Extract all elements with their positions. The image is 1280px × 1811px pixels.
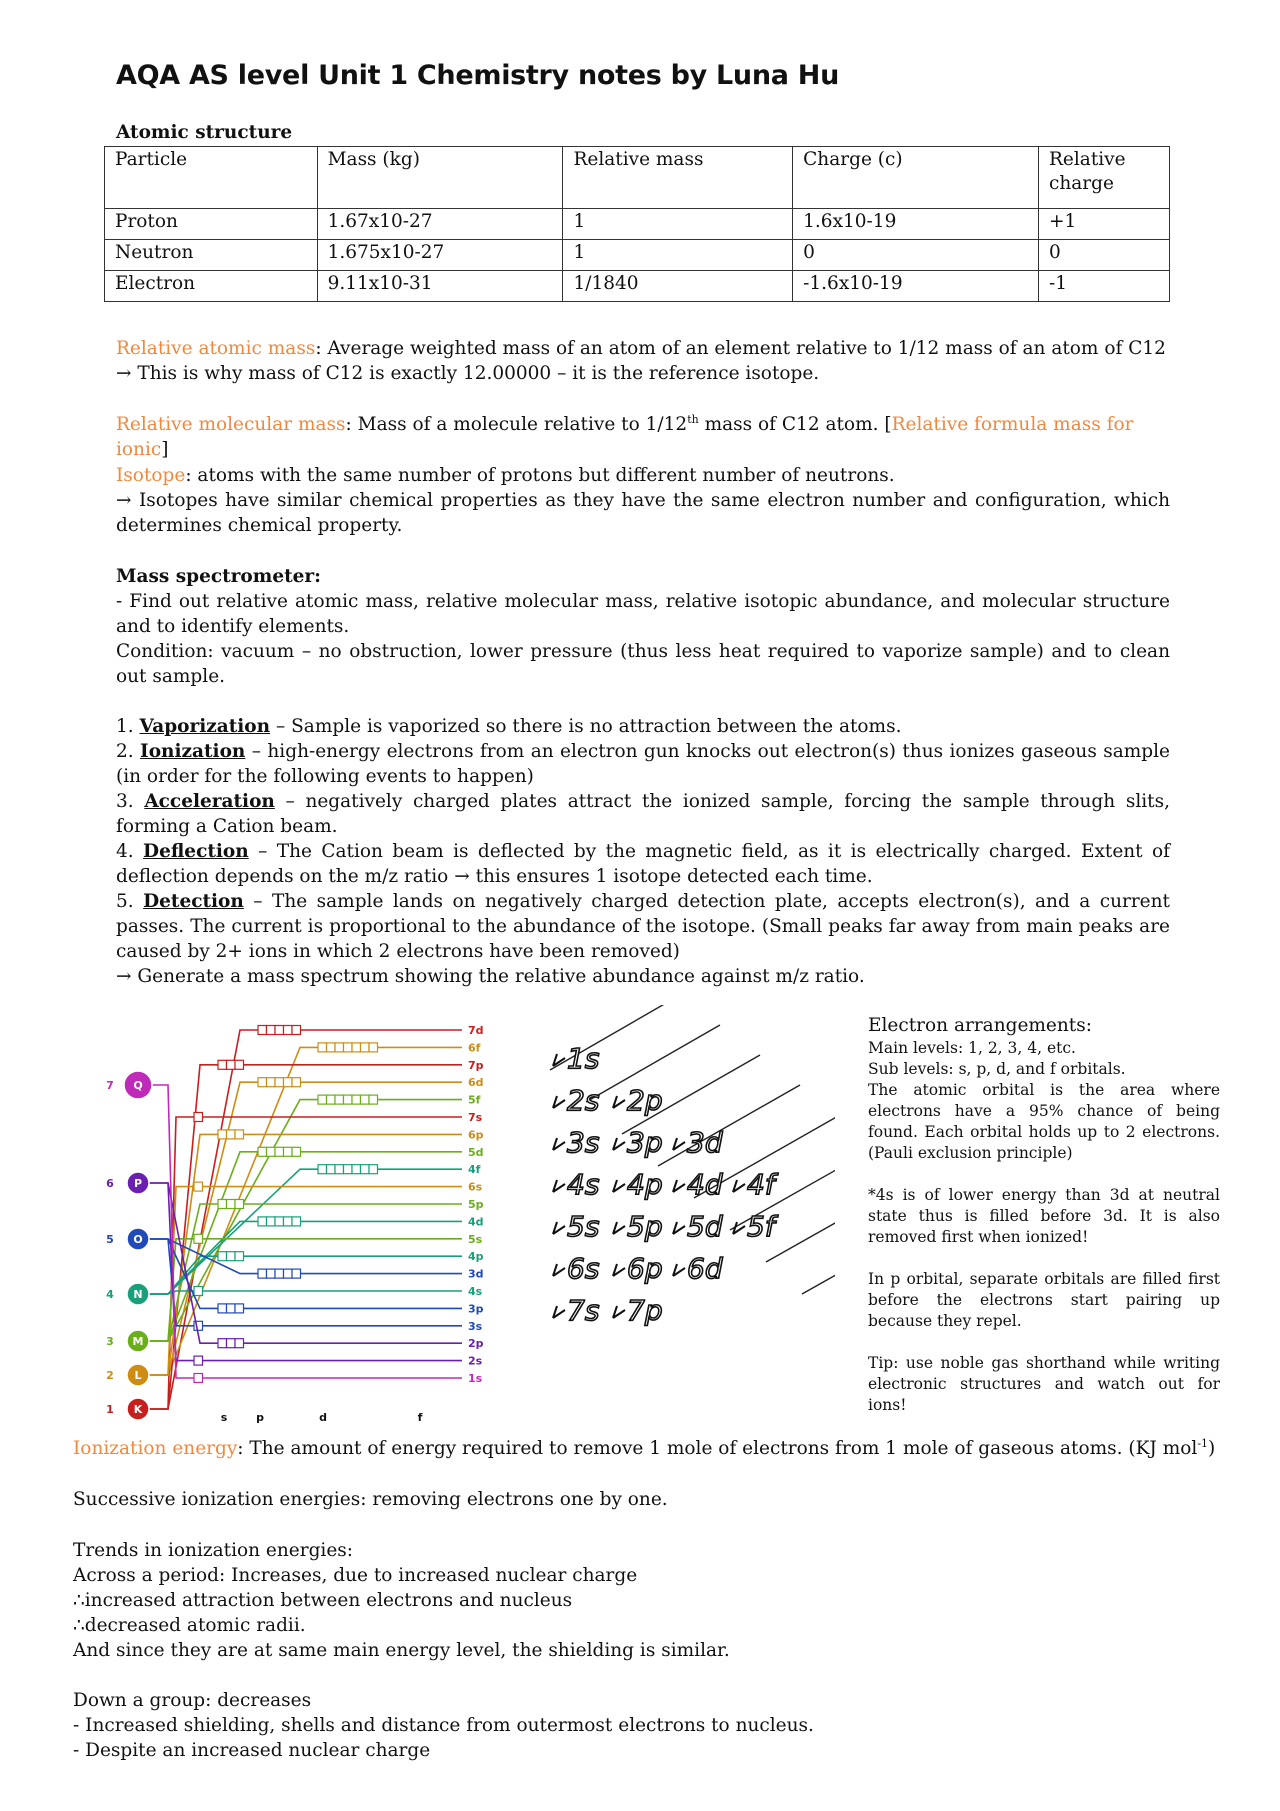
orbital-box bbox=[227, 1060, 236, 1069]
orbital-box bbox=[275, 1147, 284, 1156]
orbital-box bbox=[275, 1269, 284, 1278]
table-header-row bbox=[105, 147, 1170, 209]
level-label: 7d bbox=[468, 1024, 484, 1037]
orbital-box bbox=[352, 1165, 361, 1174]
table-cell: 0 bbox=[793, 240, 1039, 271]
page-title: AQA AS level Unit 1 Chemistry notes by Luna Hu bbox=[116, 60, 840, 91]
level-label: 7s bbox=[468, 1111, 483, 1124]
isotope-definition: : atoms with the same number of protons but different number of neutrons. bbox=[185, 465, 895, 486]
orbital-box bbox=[235, 1304, 244, 1313]
orbital-definition: The atomic orbital is the area where electrons have a 95% chance of being found. Each orbital holds up to 2 electrons. (Pauli exclusion principle) bbox=[868, 1081, 1220, 1162]
column-header: Mass (kg) bbox=[317, 147, 563, 209]
aufbau-arrow bbox=[766, 1175, 835, 1262]
aufbau-label: 5p bbox=[627, 1210, 663, 1243]
orbital-box bbox=[227, 1200, 236, 1209]
aufbau-arrowhead bbox=[673, 1222, 685, 1234]
orbital-box bbox=[258, 1026, 267, 1035]
period-line: And since they are at same main energy level, the shielding is similar. bbox=[73, 1640, 730, 1661]
level-label: 2p bbox=[468, 1337, 484, 1351]
orbital-box bbox=[327, 1095, 336, 1104]
mass-spec-section bbox=[116, 564, 1170, 989]
orbital-box bbox=[218, 1200, 227, 1209]
mass-spec-purpose: - Find out relative atomic mass, relative molecular mass, relative isotopic abundance, and molecular structure and to identify elements. bbox=[116, 591, 1170, 637]
axis-label: p bbox=[256, 1411, 264, 1424]
level-label: 4p bbox=[468, 1250, 484, 1264]
aufbau-label: 7s bbox=[567, 1294, 600, 1327]
aufbau-diagram bbox=[535, 1005, 835, 1365]
ionization-definition bbox=[73, 1436, 1223, 1461]
table-cell: Neutron bbox=[105, 240, 318, 271]
orbital-box bbox=[292, 1026, 301, 1035]
rmm-paragraph bbox=[116, 412, 1170, 462]
aufbau-arrowhead bbox=[613, 1180, 625, 1192]
orbital-box bbox=[318, 1043, 327, 1052]
mass-spec-step bbox=[116, 839, 1170, 889]
isotope-term: Isotope bbox=[116, 465, 186, 486]
orbital-box bbox=[284, 1217, 293, 1226]
shell-letter: P bbox=[133, 1177, 143, 1190]
aufbau-label: 3s bbox=[567, 1126, 600, 1159]
orbital-box bbox=[227, 1252, 236, 1261]
ram-term: Relative atomic mass bbox=[116, 338, 316, 359]
table-cell: 0 bbox=[1039, 240, 1170, 271]
shell-number: 5 bbox=[106, 1233, 114, 1246]
table-cell: -1 bbox=[1039, 271, 1170, 302]
column-header: Charge (c) bbox=[793, 147, 1039, 209]
aufbau-label: 7p bbox=[627, 1294, 663, 1327]
period-line: ∴increased attraction between electrons and nucleus bbox=[73, 1590, 573, 1611]
energy-level-diagram bbox=[100, 1015, 500, 1425]
orbital-box bbox=[235, 1252, 244, 1261]
shell-letter: L bbox=[134, 1369, 142, 1382]
orbital-box bbox=[194, 1374, 203, 1383]
aufbau-arrowhead bbox=[553, 1180, 565, 1192]
orbital-box bbox=[267, 1026, 276, 1035]
level-label: 6p bbox=[468, 1128, 484, 1142]
orbital-box bbox=[218, 1252, 227, 1261]
mass-spec-heading: Mass spectrometer: bbox=[116, 566, 321, 587]
orbital-box bbox=[235, 1060, 244, 1069]
isotope-note: → Isotopes have similar chemical properties as they have the same electron number and configuration, which determines chemical property. bbox=[116, 490, 1170, 536]
orbital-box bbox=[218, 1339, 227, 1348]
orbital-box bbox=[284, 1269, 293, 1278]
level-label: 4f bbox=[468, 1163, 481, 1177]
orbital-box bbox=[218, 1304, 227, 1313]
aufbau-arrowhead bbox=[553, 1096, 565, 1108]
orbital-box bbox=[292, 1078, 301, 1087]
table-cell: +1 bbox=[1039, 209, 1170, 240]
electron-line: Main levels: 1, 2, 3, 4, etc. bbox=[868, 1039, 1076, 1057]
shell-number: 3 bbox=[106, 1335, 114, 1348]
level-label: 5p bbox=[468, 1198, 484, 1211]
aufbau-label: 6d bbox=[687, 1252, 723, 1285]
level-label: 2s bbox=[468, 1354, 483, 1368]
orbital-box bbox=[267, 1269, 276, 1278]
table-cell: Electron bbox=[105, 271, 318, 302]
aufbau-arrow bbox=[730, 1145, 835, 1230]
group-line: - Despite an increased nuclear charge bbox=[73, 1740, 431, 1761]
step-number: 5. bbox=[116, 891, 144, 912]
table-cell: Proton bbox=[105, 209, 318, 240]
mass-spec-condition: Condition: vacuum – no obstruction, lower pressure (thus less heat required to vaporize sample) and to clean out sample. bbox=[116, 641, 1170, 687]
orbital-box bbox=[369, 1165, 378, 1174]
orbital-box bbox=[227, 1304, 236, 1313]
isotope-paragraph bbox=[116, 463, 1170, 538]
p-orbital-note: In p orbital, separate orbitals are filled first before the electrons start pairing up because they repel. bbox=[868, 1270, 1220, 1330]
ram-paragraph bbox=[116, 336, 1170, 386]
table-cell: 1 bbox=[563, 240, 793, 271]
table-cell: 1.675x10-27 bbox=[317, 240, 563, 271]
step-name: Acceleration bbox=[144, 791, 275, 812]
orbital-box bbox=[258, 1078, 267, 1087]
orbital-box bbox=[218, 1130, 227, 1139]
orbital-box bbox=[318, 1165, 327, 1174]
aufbau-arrowhead bbox=[553, 1306, 565, 1318]
table-row bbox=[105, 240, 1170, 271]
aufbau-arrowhead bbox=[733, 1180, 745, 1192]
orbital-box bbox=[352, 1095, 361, 1104]
level-label: 1s bbox=[468, 1372, 483, 1385]
level-label: 6f bbox=[468, 1041, 481, 1055]
rmm-alt-term: Relative formula mass for ionic bbox=[116, 414, 1134, 460]
step-text: – The Cation beam is deflected by the magnetic field, as it is electrically charged. Extent of deflection depends on the m/z ratio → this ensures 1 isotope detected each time. bbox=[116, 841, 1170, 887]
column-header: Relative mass bbox=[563, 147, 793, 209]
axis-label: f bbox=[417, 1411, 423, 1424]
level-label: 6d bbox=[468, 1076, 484, 1090]
orbital-box bbox=[275, 1078, 284, 1087]
rmm-definition: : Mass of a molecule relative to 1/12 bbox=[345, 414, 688, 435]
level-label: 5f bbox=[468, 1093, 481, 1107]
table-cell: 1 bbox=[563, 209, 793, 240]
column-header: Relative charge bbox=[1039, 147, 1170, 209]
aufbau-arrowhead bbox=[673, 1180, 685, 1192]
step-name: Ionization bbox=[140, 741, 246, 762]
aufbau-label: 5d bbox=[687, 1210, 723, 1243]
level-label: 4s bbox=[468, 1285, 483, 1298]
orbital-box bbox=[194, 1287, 203, 1296]
rmm-definition-end: mass of C12 atom. [ bbox=[698, 414, 892, 435]
level-label: 3s bbox=[468, 1319, 483, 1333]
trends-section bbox=[73, 1538, 1223, 1763]
shell-number: 1 bbox=[106, 1403, 114, 1416]
orbital-box bbox=[235, 1339, 244, 1348]
step-text: – Sample is vaporized so there is no attraction between the atoms. bbox=[270, 716, 902, 737]
orbital-box bbox=[267, 1078, 276, 1087]
orbital-box bbox=[194, 1113, 203, 1122]
orbital-box bbox=[235, 1130, 244, 1139]
orbital-box bbox=[292, 1217, 301, 1226]
orbital-box bbox=[292, 1147, 301, 1156]
level-connector bbox=[138, 1117, 188, 1409]
successive-ionization: Successive ionization energies: removing electrons one by one. bbox=[73, 1489, 668, 1510]
orbital-box bbox=[258, 1147, 267, 1156]
orbital-box bbox=[344, 1043, 353, 1052]
orbital-box bbox=[258, 1217, 267, 1226]
aufbau-label: 4s bbox=[567, 1168, 600, 1201]
rmm-term: Relative molecular mass bbox=[116, 414, 346, 435]
table-cell: 1.67x10-27 bbox=[317, 209, 563, 240]
orbital-box bbox=[284, 1026, 293, 1035]
aufbau-label: 2s bbox=[567, 1084, 600, 1117]
level-label: 6s bbox=[468, 1180, 483, 1194]
step-number: 1. bbox=[116, 716, 140, 737]
aufbau-arrowhead bbox=[613, 1264, 625, 1276]
mass-spec-step bbox=[116, 739, 1170, 789]
orbital-box bbox=[275, 1217, 284, 1226]
aufbau-label: 4d bbox=[687, 1168, 723, 1201]
step-text: – negatively charged plates attract the ionized sample, forcing the sample through slits, forming a Cation beam. bbox=[116, 791, 1170, 837]
table-cell: 9.11x10-31 bbox=[317, 271, 563, 302]
ionization-text: : The amount of energy required to remove 1 mole of electrons from 1 mole of gaseous atoms. (KJ mol bbox=[237, 1438, 1198, 1459]
level-label: 3d bbox=[468, 1267, 484, 1281]
aufbau-arrowhead bbox=[673, 1264, 685, 1276]
table-row bbox=[105, 209, 1170, 240]
table-cell: -1.6x10-19 bbox=[793, 271, 1039, 302]
aufbau-label: 3p bbox=[627, 1126, 663, 1159]
orbital-box bbox=[227, 1130, 236, 1139]
aufbau-label: 5s bbox=[567, 1210, 600, 1243]
level-label: 5d bbox=[468, 1145, 484, 1159]
shell-number: 4 bbox=[106, 1288, 114, 1301]
aufbau-label: 4p bbox=[627, 1168, 663, 1201]
table-cell: 1/1840 bbox=[563, 271, 793, 302]
ram-note: → This is why mass of C12 is exactly 12.00000 – it is the reference isotope. bbox=[116, 363, 820, 384]
orbital-box bbox=[267, 1147, 276, 1156]
orbital-box bbox=[344, 1165, 353, 1174]
axis-label: s bbox=[220, 1411, 228, 1424]
aufbau-arrowhead bbox=[553, 1264, 565, 1276]
orbital-box bbox=[344, 1095, 353, 1104]
step-text: – high-energy electrons from an electron gun knocks out electron(s) thus ionizes gaseous sample (in order for the following events to happen) bbox=[116, 741, 1170, 787]
orbital-box bbox=[352, 1043, 361, 1052]
mass-spec-step bbox=[116, 714, 1170, 739]
orbital-box bbox=[327, 1043, 336, 1052]
aufbau-arrowhead bbox=[613, 1096, 625, 1108]
shell-number: 2 bbox=[106, 1369, 114, 1382]
aufbau-arrowhead bbox=[553, 1138, 565, 1150]
mass-spec-step bbox=[116, 789, 1170, 839]
shell-letter: N bbox=[133, 1288, 143, 1301]
step-number: 4. bbox=[116, 841, 144, 862]
orbital-box bbox=[235, 1200, 244, 1209]
orbital-box bbox=[335, 1095, 344, 1104]
ram-definition: : Average weighted mass of an atom of an element relative to 1/12 mass of an atom of C12 bbox=[315, 338, 1166, 359]
column-header: Particle bbox=[105, 147, 318, 209]
level-label: 4d bbox=[468, 1215, 484, 1229]
level-label: 3p bbox=[468, 1302, 484, 1316]
step-name: Deflection bbox=[143, 841, 249, 862]
orbital-box bbox=[361, 1043, 370, 1052]
trends-heading: Trends in ionization energies: bbox=[73, 1540, 354, 1561]
orbital-box bbox=[335, 1165, 344, 1174]
level-label: 5s bbox=[468, 1232, 483, 1246]
mass-spec-conclusion: → Generate a mass spectrum showing the relative abundance against m/z ratio. bbox=[116, 966, 865, 987]
orbital-box bbox=[361, 1095, 370, 1104]
group-line: - Increased shielding, shells and distance from outermost electrons to nucleus. bbox=[73, 1715, 814, 1736]
shell-letter: Q bbox=[133, 1079, 143, 1092]
orbital-box bbox=[227, 1339, 236, 1348]
electron-arrangements-heading: Electron arrangements: bbox=[868, 1015, 1092, 1036]
orbital-box bbox=[258, 1269, 267, 1278]
orbital-box bbox=[369, 1043, 378, 1052]
period-line: Across a period: Increases, due to increased nuclear charge bbox=[73, 1565, 638, 1586]
aufbau-arrowhead bbox=[613, 1138, 625, 1150]
shell-number: 7 bbox=[106, 1079, 114, 1092]
shell-letter: K bbox=[133, 1403, 143, 1416]
atomic-structure-heading: Atomic structure bbox=[116, 122, 293, 143]
orbital-box bbox=[194, 1356, 203, 1365]
shell-number: 6 bbox=[106, 1177, 114, 1190]
aufbau-arrowhead bbox=[673, 1138, 685, 1150]
shell-letter: O bbox=[133, 1233, 143, 1246]
mass-spec-step bbox=[116, 889, 1170, 964]
shell-letter: M bbox=[132, 1335, 144, 1348]
aufbau-arrowhead bbox=[613, 1306, 625, 1318]
group-line: Down a group: decreases bbox=[73, 1690, 312, 1711]
step-name: Detection bbox=[143, 891, 244, 912]
orbital-box bbox=[275, 1026, 284, 1035]
aufbau-label: 1s bbox=[567, 1042, 600, 1075]
note-4s: *4s is of lower energy than 3d at neutral state thus is filled before 3d. It is also removed first when ionized! bbox=[868, 1186, 1220, 1246]
orbital-box bbox=[194, 1234, 203, 1243]
table-row bbox=[105, 271, 1170, 302]
orbital-box bbox=[361, 1165, 370, 1174]
aufbau-arrowhead bbox=[613, 1222, 625, 1234]
period-line: ∴decreased atomic radii. bbox=[73, 1615, 306, 1636]
orbital-box bbox=[218, 1060, 227, 1069]
tip-note: Tip: use noble gas shorthand while writing electronic structures and watch out for ions! bbox=[868, 1354, 1220, 1414]
axis-label: d bbox=[319, 1411, 327, 1424]
aufbau-label: 6s bbox=[567, 1252, 600, 1285]
ionization-close: ) bbox=[1208, 1438, 1216, 1459]
ionization-term: Ionization energy bbox=[73, 1438, 238, 1459]
aufbau-label: 5f bbox=[747, 1210, 775, 1243]
aufbau-label: 4f bbox=[747, 1168, 775, 1201]
aufbau-label: 6p bbox=[627, 1252, 663, 1285]
step-text: – The sample lands on negatively charged detection plate, accepts electron(s), and a current passes. The current is proportional to the abundance of the isotope. (Small peaks far away from main peaks are caused by 2+ ions in which 2 electrons have been removed) bbox=[116, 891, 1170, 962]
electron-arrangements-panel bbox=[868, 1014, 1220, 1416]
particle-table bbox=[104, 146, 1170, 302]
orbital-box bbox=[369, 1095, 378, 1104]
electron-line: Sub levels: s, p, d, and f orbitals. bbox=[868, 1060, 1126, 1078]
ionization-superscript: -1 bbox=[1197, 1436, 1209, 1450]
rmm-superscript: th bbox=[687, 412, 699, 426]
step-number: 2. bbox=[116, 741, 141, 762]
aufbau-label: 3d bbox=[687, 1126, 723, 1159]
orbital-box bbox=[327, 1165, 336, 1174]
step-number: 3. bbox=[116, 791, 145, 812]
aufbau-arrowhead bbox=[733, 1222, 745, 1234]
orbital-box bbox=[284, 1078, 293, 1087]
step-name: Vaporization bbox=[139, 716, 271, 737]
orbital-box bbox=[318, 1095, 327, 1104]
orbital-box bbox=[284, 1147, 293, 1156]
rmm-close-bracket: ] bbox=[161, 439, 169, 460]
aufbau-arrow bbox=[802, 1205, 835, 1294]
aufbau-arrow bbox=[658, 1085, 800, 1166]
orbital-box bbox=[194, 1182, 203, 1191]
aufbau-label: 2p bbox=[627, 1084, 663, 1117]
orbital-box bbox=[335, 1043, 344, 1052]
level-label: 7p bbox=[468, 1058, 484, 1072]
orbital-box bbox=[267, 1217, 276, 1226]
aufbau-arrowhead bbox=[553, 1222, 565, 1234]
orbital-box bbox=[292, 1269, 301, 1278]
table-cell: 1.6x10-19 bbox=[793, 209, 1039, 240]
